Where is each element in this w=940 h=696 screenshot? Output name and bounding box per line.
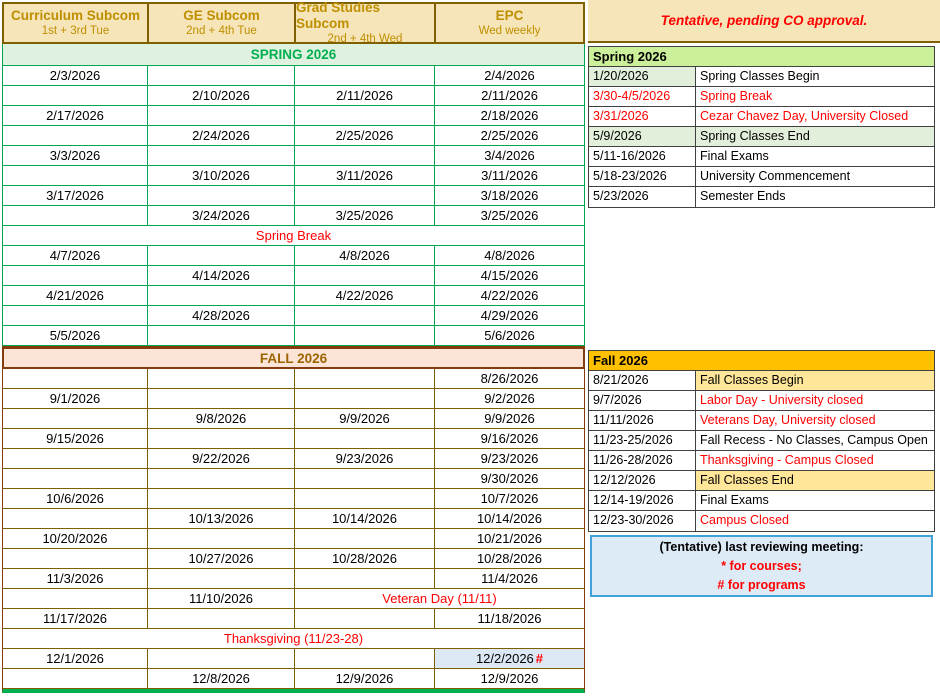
date-cell[interactable] bbox=[3, 449, 148, 468]
meeting-row bbox=[3, 146, 584, 166]
date-cell[interactable]: 12/8/2026 bbox=[148, 669, 295, 688]
spring-key-dates-rows bbox=[589, 67, 934, 207]
holiday-span-cell[interactable]: Thanksgiving (11/23-28) bbox=[223, 631, 364, 646]
legend-line-programs: # for programs bbox=[717, 577, 806, 592]
key-date-cell[interactable]: 3/31/2026 bbox=[589, 107, 696, 126]
column-schedule-note: 1st + 3rd Tue bbox=[41, 25, 110, 37]
holiday-merged-cell[interactable]: Veteran Day (11/11) bbox=[382, 591, 497, 606]
date-cell[interactable]: 4/14/2026 bbox=[148, 266, 295, 285]
legend-line-title: (Tentative) last reviewing meeting: bbox=[659, 539, 864, 554]
fall-section-header[interactable]: FALL 2026 bbox=[2, 346, 585, 369]
key-date-row bbox=[589, 391, 934, 411]
column-header-epc[interactable] bbox=[436, 4, 583, 42]
date-cell[interactable]: 9/16/2026 bbox=[480, 431, 539, 446]
key-date-cell[interactable]: 12/12/2026 bbox=[589, 471, 696, 490]
meeting-row bbox=[3, 66, 584, 86]
key-date-description[interactable]: Cezar Chavez Day, University Closed bbox=[700, 109, 909, 123]
date-cell[interactable] bbox=[3, 306, 148, 325]
date-cell[interactable]: 4/8/2026 bbox=[295, 246, 435, 265]
date-cell[interactable]: 4/29/2026 bbox=[480, 308, 539, 323]
key-date-cell[interactable]: 12/23-30/2026 bbox=[589, 511, 696, 531]
meeting-row bbox=[3, 306, 584, 326]
key-date-row bbox=[589, 371, 934, 391]
fall-key-dates-rows bbox=[589, 371, 934, 531]
key-date-row bbox=[589, 411, 934, 431]
key-date-row bbox=[589, 511, 934, 531]
meeting-row bbox=[3, 409, 584, 429]
date-cell[interactable] bbox=[148, 369, 295, 388]
column-schedule-note: 2nd + 4th Wed bbox=[327, 33, 403, 45]
key-date-cell[interactable]: 9/7/2026 bbox=[589, 391, 696, 410]
key-date-description[interactable]: Campus Closed bbox=[700, 513, 789, 527]
key-date-cell[interactable]: 11/11/2026 bbox=[589, 411, 696, 430]
date-cell[interactable]: 2/11/2026 bbox=[295, 86, 435, 105]
date-cell[interactable]: 4/21/2026 bbox=[3, 286, 148, 305]
date-cell[interactable]: 12/9/2026 bbox=[295, 669, 435, 688]
date-cell[interactable] bbox=[295, 489, 435, 508]
date-cell[interactable]: 9/23/2026 bbox=[295, 449, 435, 468]
meeting-row bbox=[3, 609, 584, 629]
date-cell[interactable] bbox=[148, 186, 295, 205]
date-cell[interactable] bbox=[3, 409, 148, 428]
tentative-approval-banner bbox=[588, 0, 940, 43]
meeting-row bbox=[3, 629, 584, 649]
meeting-row bbox=[3, 509, 584, 529]
date-cell[interactable]: 2/3/2026 bbox=[3, 66, 148, 85]
date-cell[interactable] bbox=[295, 326, 435, 345]
date-cell[interactable]: 8/26/2026 bbox=[480, 371, 539, 386]
date-cell[interactable]: 9/9/2026 bbox=[484, 411, 535, 426]
date-cell[interactable]: 9/15/2026 bbox=[3, 429, 148, 448]
meeting-row bbox=[3, 246, 584, 266]
date-cell[interactable]: 10/20/2026 bbox=[3, 529, 148, 548]
key-date-cell[interactable]: 5/11-16/2026 bbox=[589, 147, 696, 166]
column-header-curriculum-subcom[interactable] bbox=[4, 4, 149, 42]
date-cell[interactable]: 9/8/2026 bbox=[148, 409, 295, 428]
key-date-description[interactable]: Labor Day - University closed bbox=[700, 393, 864, 407]
fall-key-dates-title[interactable]: Fall 2026 bbox=[589, 351, 934, 371]
date-cell[interactable]: 4/8/2026 bbox=[484, 248, 535, 263]
date-cell[interactable] bbox=[148, 106, 295, 125]
date-cell[interactable]: 9/1/2026 bbox=[3, 389, 148, 408]
date-cell[interactable] bbox=[3, 469, 148, 488]
date-cell[interactable]: 4/15/2026 bbox=[480, 268, 539, 283]
key-date-row bbox=[589, 451, 934, 471]
date-cell[interactable]: 10/28/2026 bbox=[476, 551, 543, 566]
holiday-span-cell[interactable]: Spring Break bbox=[255, 228, 332, 243]
date-cell[interactable] bbox=[148, 429, 295, 448]
date-cell[interactable] bbox=[148, 649, 295, 668]
date-cell[interactable] bbox=[148, 246, 295, 265]
meeting-row bbox=[3, 549, 584, 569]
key-date-cell[interactable]: 1/20/2026 bbox=[589, 67, 696, 86]
date-cell[interactable] bbox=[148, 469, 295, 488]
date-cell[interactable]: 10/27/2026 bbox=[148, 549, 295, 568]
key-date-description[interactable]: Semester Ends bbox=[700, 189, 786, 203]
date-cell[interactable]: 11/17/2026 bbox=[3, 609, 148, 628]
key-date-row bbox=[589, 67, 934, 87]
date-cell[interactable] bbox=[3, 369, 148, 388]
key-date-row bbox=[589, 107, 934, 127]
date-cell[interactable] bbox=[295, 369, 435, 388]
date-cell[interactable] bbox=[148, 326, 295, 345]
column-title: EPC bbox=[495, 8, 524, 23]
key-date-cell[interactable]: 5/9/2026 bbox=[589, 127, 696, 146]
meeting-row bbox=[3, 489, 584, 509]
date-cell[interactable]: 11/3/2026 bbox=[3, 569, 148, 588]
key-date-row bbox=[589, 147, 934, 167]
date-cell[interactable]: 3/11/2026 bbox=[295, 166, 435, 185]
date-cell[interactable]: 12/2/2026 # bbox=[435, 649, 584, 668]
date-cell[interactable] bbox=[3, 509, 148, 528]
date-cell[interactable] bbox=[3, 669, 148, 688]
key-date-cell[interactable]: 11/23-25/2026 bbox=[589, 431, 696, 450]
meeting-row bbox=[3, 589, 584, 609]
date-cell[interactable]: 3/25/2026 bbox=[480, 208, 539, 223]
date-cell[interactable]: 10/7/2026 bbox=[480, 491, 539, 506]
date-cell[interactable] bbox=[3, 266, 148, 285]
date-cell[interactable]: 12/1/2026 bbox=[3, 649, 148, 668]
meeting-row bbox=[3, 186, 584, 206]
meeting-row bbox=[3, 469, 584, 489]
meeting-row bbox=[3, 326, 584, 346]
key-date-description[interactable]: Spring Break bbox=[700, 89, 773, 103]
date-cell[interactable]: 10/6/2026 bbox=[3, 489, 148, 508]
date-cell[interactable]: 9/9/2026 bbox=[295, 409, 435, 428]
date-cell[interactable] bbox=[148, 489, 295, 508]
date-cell[interactable] bbox=[148, 609, 295, 628]
meeting-row bbox=[3, 449, 584, 469]
date-cell[interactable] bbox=[295, 569, 435, 588]
key-date-cell[interactable]: 3/30-4/5/2026 bbox=[589, 87, 696, 106]
date-cell[interactable]: 9/23/2026 bbox=[480, 451, 539, 466]
meeting-row bbox=[3, 106, 584, 126]
meeting-row bbox=[3, 369, 584, 389]
date-cell[interactable]: 4/7/2026 bbox=[3, 246, 148, 265]
date-cell[interactable] bbox=[295, 469, 435, 488]
date-cell[interactable]: 2/11/2026 bbox=[481, 88, 538, 103]
date-cell[interactable]: 4/28/2026 bbox=[148, 306, 295, 325]
legend-line-courses: * for courses; bbox=[721, 558, 802, 573]
date-cell[interactable]: 3/25/2026 bbox=[295, 206, 435, 225]
date-cell[interactable] bbox=[3, 86, 148, 105]
date-cell[interactable] bbox=[295, 266, 435, 285]
date-cell[interactable]: 3/10/2026 bbox=[148, 166, 295, 185]
committee-header-row bbox=[2, 2, 585, 44]
date-cell[interactable]: 4/22/2026 bbox=[480, 288, 539, 303]
date-cell[interactable]: 10/21/2026 bbox=[476, 531, 543, 546]
date-cell[interactable]: 10/14/2026 bbox=[295, 509, 435, 528]
key-date-cell[interactable]: 5/18-23/2026 bbox=[589, 167, 696, 186]
meeting-schedule-table bbox=[2, 2, 585, 693]
date-cell[interactable] bbox=[295, 529, 435, 548]
date-cell[interactable] bbox=[295, 306, 435, 325]
date-cell[interactable]: 2/25/2026 bbox=[295, 126, 435, 145]
key-date-description[interactable]: Final Exams bbox=[700, 149, 769, 163]
key-date-cell[interactable]: 12/14-19/2026 bbox=[589, 491, 696, 510]
date-cell[interactable]: 4/22/2026 bbox=[295, 286, 435, 305]
spring-meeting-rows bbox=[2, 66, 585, 346]
key-date-description[interactable]: University Commencement bbox=[700, 169, 851, 183]
meeting-row bbox=[3, 206, 584, 226]
date-cell[interactable] bbox=[3, 166, 148, 185]
key-date-description[interactable]: Fall Classes Begin bbox=[696, 371, 934, 390]
meeting-row bbox=[3, 126, 584, 146]
key-date-cell[interactable]: 5/23/2026 bbox=[589, 187, 696, 207]
date-cell[interactable]: 2/4/2026 bbox=[484, 68, 535, 83]
date-cell[interactable] bbox=[295, 66, 435, 85]
date-cell[interactable]: 9/2/2026 bbox=[484, 391, 535, 406]
date-cell[interactable]: 11/10/2026 bbox=[148, 589, 295, 608]
date-cell[interactable] bbox=[295, 186, 435, 205]
date-cell[interactable]: 11/4/2026 bbox=[481, 571, 538, 586]
program-flag: # bbox=[535, 651, 544, 666]
key-date-row bbox=[589, 187, 934, 207]
date-cell[interactable]: 3/11/2026 bbox=[481, 168, 538, 183]
date-cell[interactable]: 3/17/2026 bbox=[3, 186, 148, 205]
column-schedule-note: Wed weekly bbox=[478, 25, 541, 37]
legend-note-box[interactable] bbox=[590, 535, 933, 597]
key-date-description[interactable]: Veterans Day, University closed bbox=[700, 413, 876, 427]
date-cell[interactable]: 3/4/2026 bbox=[484, 148, 535, 163]
meeting-row bbox=[3, 226, 584, 246]
meeting-row bbox=[3, 166, 584, 186]
meeting-row bbox=[3, 266, 584, 286]
spring-key-dates-title[interactable]: Spring 2026 bbox=[589, 47, 934, 67]
date-cell[interactable]: 9/22/2026 bbox=[148, 449, 295, 468]
date-cell[interactable] bbox=[148, 66, 295, 85]
date-cell[interactable] bbox=[3, 206, 148, 225]
key-date-description[interactable]: Spring Classes End bbox=[696, 127, 934, 146]
key-date-description[interactable]: Fall Classes End bbox=[696, 471, 934, 490]
date-cell[interactable]: 10/14/2026 bbox=[476, 511, 543, 526]
date-cell[interactable]: 2/10/2026 bbox=[148, 86, 295, 105]
date-cell[interactable]: 10/28/2026 bbox=[295, 549, 435, 568]
key-date-row bbox=[589, 431, 934, 451]
date-cell[interactable]: 3/3/2026 bbox=[3, 146, 148, 165]
key-date-cell[interactable]: 8/21/2026 bbox=[589, 371, 696, 390]
meeting-row bbox=[3, 669, 584, 689]
spring-section-header[interactable]: SPRING 2026 bbox=[2, 44, 585, 66]
date-cell[interactable] bbox=[295, 609, 435, 628]
column-schedule-note: 2nd + 4th Tue bbox=[186, 25, 257, 37]
column-header-grad-studies-subcom[interactable] bbox=[296, 0, 436, 45]
date-cell[interactable] bbox=[295, 106, 435, 125]
date-cell[interactable]: 3/18/2026 bbox=[480, 188, 539, 203]
date-cell[interactable]: 12/9/2026 bbox=[480, 671, 539, 686]
column-title: GE Subcom bbox=[183, 8, 260, 23]
meeting-row bbox=[3, 569, 584, 589]
key-date-description[interactable]: Fall Recess - No Classes, Campus Open bbox=[700, 433, 928, 447]
key-date-description[interactable]: Spring Classes Begin bbox=[700, 69, 820, 83]
date-cell[interactable] bbox=[295, 389, 435, 408]
key-date-description[interactable]: Thanksgiving - Campus Closed bbox=[700, 453, 874, 467]
meeting-row bbox=[3, 529, 584, 549]
column-title: Grad Studies Subcom bbox=[296, 0, 381, 31]
key-date-description[interactable]: Final Exams bbox=[700, 493, 769, 507]
date-cell[interactable] bbox=[3, 549, 148, 568]
fall-meeting-rows bbox=[2, 369, 585, 693]
date-cell[interactable]: 2/18/2026 bbox=[480, 108, 539, 123]
column-title: Curriculum Subcom bbox=[10, 8, 140, 23]
meeting-row bbox=[3, 389, 584, 409]
date-cell[interactable]: 2/17/2026 bbox=[3, 106, 148, 125]
key-date-row bbox=[589, 87, 934, 107]
key-date-row bbox=[589, 491, 934, 511]
date-cell[interactable]: 10/13/2026 bbox=[148, 509, 295, 528]
date-cell[interactable]: 9/30/2026 bbox=[480, 471, 539, 486]
date-cell[interactable] bbox=[148, 286, 295, 305]
meeting-row bbox=[3, 286, 584, 306]
date-cell[interactable] bbox=[295, 429, 435, 448]
meeting-row bbox=[3, 429, 584, 449]
key-date-row bbox=[589, 471, 934, 491]
key-date-cell[interactable]: 11/26-28/2026 bbox=[589, 451, 696, 470]
date-cell[interactable] bbox=[148, 569, 295, 588]
date-cell[interactable] bbox=[295, 649, 435, 668]
key-date-row bbox=[589, 167, 934, 187]
date-cell[interactable] bbox=[295, 146, 435, 165]
banner-text: Tentative, pending CO approval. bbox=[660, 13, 868, 28]
column-header-ge-subcom[interactable] bbox=[149, 4, 296, 42]
meeting-row bbox=[3, 649, 584, 669]
date-cell[interactable]: 11/18/2026 bbox=[477, 611, 542, 626]
date-cell[interactable] bbox=[3, 589, 148, 608]
date-cell[interactable] bbox=[3, 126, 148, 145]
spring-key-dates-table bbox=[588, 46, 935, 208]
date-cell[interactable] bbox=[148, 389, 295, 408]
key-date-row bbox=[589, 127, 934, 147]
date-cell[interactable]: 5/6/2026 bbox=[484, 328, 535, 343]
date-cell[interactable] bbox=[148, 529, 295, 548]
date-cell[interactable] bbox=[148, 146, 295, 165]
meeting-row bbox=[3, 86, 584, 106]
date-cell[interactable]: 3/24/2026 bbox=[148, 206, 295, 225]
date-cell[interactable]: 2/25/2026 bbox=[480, 128, 539, 143]
date-cell[interactable]: 2/24/2026 bbox=[148, 126, 295, 145]
date-cell[interactable]: 5/5/2026 bbox=[3, 326, 148, 345]
fall-key-dates-table bbox=[588, 350, 935, 532]
